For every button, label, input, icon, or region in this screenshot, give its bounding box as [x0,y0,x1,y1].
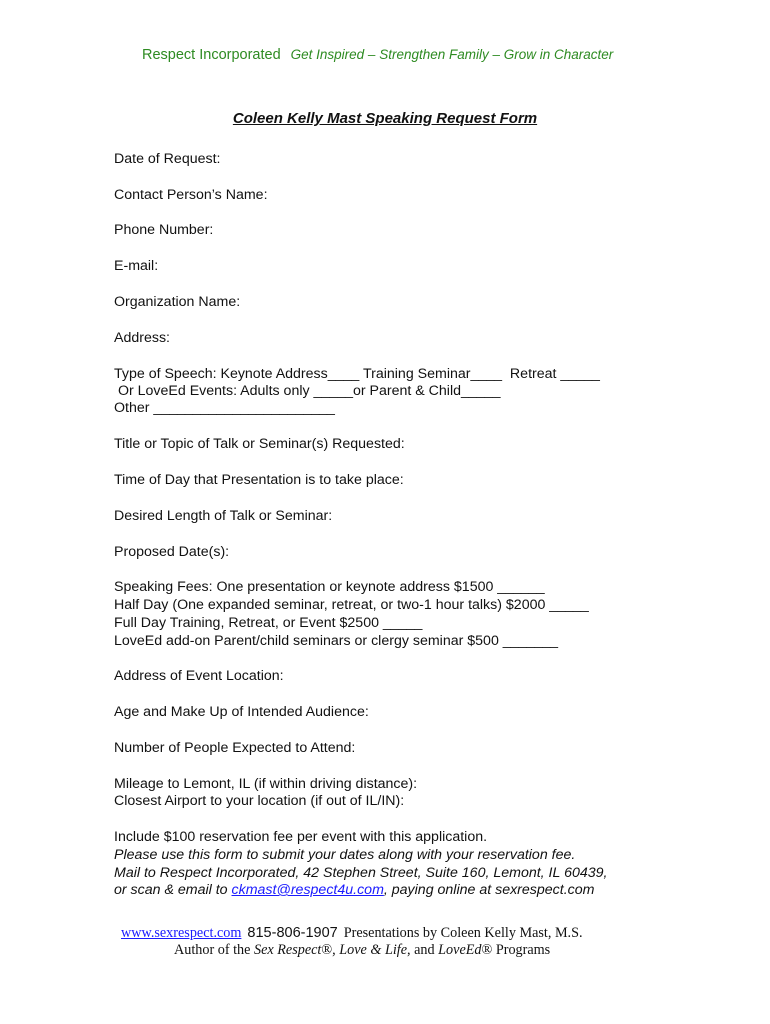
footer-presenter: Presentations by Coleen Kelly Mast, M.S. [343,925,583,941]
footer-book2: Love & Life [339,942,408,958]
footer-book3: LoveEd [438,942,482,958]
footer-sep1: ®, [321,942,340,958]
fees-line1: Speaking Fees: One presentation or keynote address $1500 ______ [114,579,545,595]
speech-type-line2: Or LoveEd Events: Adults only _____or Parent & Child_____ [114,383,501,399]
field-organization: Organization Name: [114,294,241,310]
field-email: E-mail: [114,258,159,274]
field-topic: Title or Topic of Talk or Seminar(s) Requested: [114,436,405,452]
email-link[interactable]: ckmast@respect4u.com [231,882,384,898]
page-header [142,47,613,63]
footer-line2 [174,942,550,959]
org-name: Respect Incorporated [142,47,281,63]
reservation-line4-post: , paying online at sexrespect.com [383,882,595,898]
field-airport: Closest Airport to your location (if out of IL/IN): [114,793,405,809]
website-link[interactable]: www.sexrespect.com [121,925,242,941]
reservation-line3: Mail to Respect Incorporated, 42 Stephen Street, Suite 160, Lemont, IL 60439, [114,865,608,881]
field-proposed-dates: Proposed Date(s): [114,544,230,560]
footer-sep2: , and [407,942,439,958]
reservation-line2: Please use this form to submit your dates along with your reservation fee. [114,847,576,863]
reservation-line4 [114,882,594,898]
field-event-address: Address of Event Location: [114,668,284,684]
field-mileage: Mileage to Lemont, IL (if within driving distance): [114,776,418,792]
fees-line4: LoveEd add-on Parent/child seminars or clergy seminar $500 _______ [114,633,559,649]
field-address: Address: [114,330,170,346]
footer-author-post: ® Programs [481,942,551,958]
fees-line2: Half Day (One expanded seminar, retreat, or two-1 hour talks) $2000 _____ [114,597,589,613]
speech-type-other: Other _______________________ [114,400,335,416]
footer-line1 [121,925,583,942]
speech-type-line1: Type of Speech: Keynote Address____ Training Seminar____ Retreat _____ [114,366,600,382]
field-contact: Contact Person’s Name: [114,187,268,203]
field-time-of-day: Time of Day that Presentation is to take place: [114,472,404,488]
tagline: Get Inspired – Strengthen Family – Grow in Character [290,47,614,62]
page-title: Coleen Kelly Mast Speaking Request Form [232,110,538,127]
field-attendance: Number of People Expected to Attend: [114,740,356,756]
footer-author-pre: Author of the [174,942,254,958]
reservation-line4-pre: or scan & email to [114,882,232,898]
field-phone: Phone Number: [114,222,214,238]
footer-book1: Sex Respect [254,942,322,958]
reservation-line1: Include $100 reservation fee per event with this application. [114,829,488,845]
field-date: Date of Request: [114,151,221,167]
fees-line3: Full Day Training, Retreat, or Event $2500 _____ [114,615,423,631]
footer-phone: 815-806-1907 [247,925,338,941]
field-audience: Age and Make Up of Intended Audience: [114,704,369,720]
field-length: Desired Length of Talk or Seminar: [114,508,333,524]
